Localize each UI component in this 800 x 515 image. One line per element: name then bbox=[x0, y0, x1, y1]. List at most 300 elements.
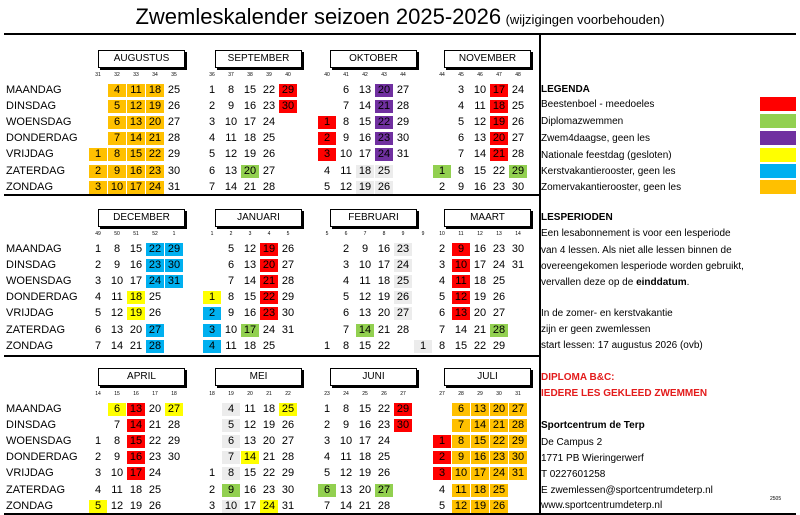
day-cell: 27 bbox=[262, 164, 276, 177]
day-cell: 13 bbox=[110, 323, 124, 336]
day-cell: 30 bbox=[394, 419, 412, 432]
day-cell: 6 bbox=[108, 403, 126, 416]
day-cell: 8 bbox=[452, 435, 470, 448]
day-label: DINSDAG bbox=[6, 100, 57, 113]
lesperioden-text bbox=[541, 277, 689, 288]
day-cell: 21 bbox=[375, 100, 393, 113]
day-cell: 17 bbox=[127, 181, 145, 194]
day-cell: 31 bbox=[167, 180, 181, 193]
day-cell: 30 bbox=[511, 243, 525, 255]
day-cell: 13 bbox=[127, 403, 145, 416]
day-cell: 26 bbox=[375, 181, 393, 194]
day-cell: 16 bbox=[243, 307, 257, 320]
week-number: 2 bbox=[229, 231, 233, 237]
vakantie-text: zijn er geen zwemlessen bbox=[541, 324, 651, 335]
week-number: 40 bbox=[324, 72, 330, 78]
day-cell: 20 bbox=[490, 132, 508, 145]
day-cell: 29 bbox=[509, 165, 527, 178]
day-cell: 23 bbox=[394, 243, 412, 256]
day-cell: 24 bbox=[146, 181, 164, 194]
week-number: 49 bbox=[95, 231, 101, 237]
day-cell: 24 bbox=[377, 435, 391, 448]
legend-swatch-purple bbox=[760, 131, 796, 145]
legend-title: LEGENDA bbox=[541, 84, 590, 95]
day-cell: 25 bbox=[262, 339, 276, 352]
day-cell: 24 bbox=[262, 323, 276, 336]
day-label: MAANDAG bbox=[6, 243, 62, 255]
day-cell: 16 bbox=[243, 483, 257, 496]
week-number: 37 bbox=[228, 72, 234, 78]
day-cell: 27 bbox=[281, 259, 295, 272]
day-cell: 17 bbox=[490, 84, 508, 97]
day-cell: 9 bbox=[108, 165, 126, 178]
day-label: ZONDAG bbox=[6, 180, 54, 193]
day-cell: 12 bbox=[110, 307, 124, 320]
day-cell: 15 bbox=[358, 116, 372, 129]
day-cell: 9 bbox=[113, 259, 121, 272]
day-cell: 7 bbox=[323, 499, 331, 512]
day-cell: 21 bbox=[473, 323, 487, 336]
week-number: 29 bbox=[477, 391, 483, 397]
week-number: 5 bbox=[286, 231, 290, 237]
day-cell: 18 bbox=[471, 484, 489, 497]
day-cell: 14 bbox=[471, 419, 489, 432]
day-cell: 7 bbox=[227, 275, 235, 288]
day-label: ZATERDAG bbox=[6, 164, 66, 177]
day-cell: 26 bbox=[281, 419, 295, 432]
week-number: 22 bbox=[285, 391, 291, 397]
day-cell: 5 bbox=[227, 243, 235, 255]
day-cell: 6 bbox=[452, 403, 470, 416]
legend-label: Diplomazwemmen bbox=[541, 116, 624, 127]
legend-swatch-yellow bbox=[760, 148, 796, 162]
week-number: 1 bbox=[172, 231, 176, 237]
day-cell: 15 bbox=[243, 291, 257, 304]
day-cell: 9 bbox=[452, 451, 470, 464]
day-cell: 10 bbox=[110, 467, 124, 480]
day-cell: 19 bbox=[471, 500, 489, 513]
week-number: 27 bbox=[439, 391, 445, 397]
day-cell: 1 bbox=[94, 435, 102, 448]
day-cell: 10 bbox=[222, 500, 240, 513]
day-cell: 12 bbox=[452, 291, 470, 304]
day-cell: 8 bbox=[108, 148, 126, 161]
title-main: Zwemleskalender seizoen 2025-2026 bbox=[135, 4, 502, 29]
day-cell: 31 bbox=[396, 148, 410, 161]
day-cell: 30 bbox=[165, 259, 183, 272]
contact-postcode: 1771 PB Wieringerwerf bbox=[541, 453, 644, 464]
week-number: 35 bbox=[171, 72, 177, 78]
day-label: MAANDAG bbox=[6, 403, 62, 415]
day-cell: 6 bbox=[342, 307, 350, 320]
week-number: 5 bbox=[325, 231, 329, 237]
day-label: DINSDAG bbox=[6, 259, 57, 272]
day-cell: 28 bbox=[281, 275, 295, 288]
day-cell: 5 bbox=[323, 180, 331, 193]
day-cell: 21 bbox=[490, 419, 508, 432]
day-cell: 18 bbox=[358, 451, 372, 464]
day-cell: 27 bbox=[396, 84, 410, 96]
day-cell: 19 bbox=[129, 499, 143, 512]
day-cell: 5 bbox=[323, 467, 331, 480]
day-cell: 13 bbox=[473, 132, 487, 145]
day-cell: 23 bbox=[377, 419, 391, 432]
day-cell: 11 bbox=[452, 275, 470, 288]
day-cell: 3 bbox=[438, 259, 446, 272]
day-cell: 5 bbox=[438, 291, 446, 304]
month-header: OKTOBER bbox=[330, 50, 417, 68]
day-cell: 20 bbox=[262, 435, 276, 448]
day-cell: 14 bbox=[473, 148, 487, 161]
diploma-note: IEDERE LES GEKLEED ZWEMMEN bbox=[541, 388, 708, 399]
day-cell: 8 bbox=[227, 84, 235, 96]
day-cell: 7 bbox=[94, 339, 102, 352]
day-cell: 31 bbox=[281, 499, 295, 512]
vakantie-text: In de zomer- en kerstvakantie bbox=[541, 308, 673, 319]
day-cell: 2 bbox=[323, 419, 331, 432]
day-cell: 13 bbox=[358, 84, 372, 96]
day-cell: 29 bbox=[279, 84, 297, 97]
day-cell: 22 bbox=[473, 339, 487, 352]
day-cell: 22 bbox=[146, 148, 164, 161]
week-number: 38 bbox=[247, 72, 253, 78]
week-number: 31 bbox=[95, 72, 101, 78]
day-cell: 12 bbox=[473, 116, 487, 129]
contact-address: De Campus 2 bbox=[541, 437, 603, 448]
day-cell: 5 bbox=[208, 148, 216, 161]
day-cell: 28 bbox=[167, 132, 181, 145]
day-cell: 14 bbox=[241, 451, 259, 464]
day-cell: 10 bbox=[452, 467, 470, 480]
title-subtitle: (wijzigingen voorbehouden) bbox=[505, 12, 665, 27]
week-number: 9 bbox=[401, 231, 405, 237]
day-cell: 4 bbox=[438, 275, 446, 288]
day-cell: 12 bbox=[110, 499, 124, 512]
day-cell: 30 bbox=[279, 100, 297, 113]
day-cell: 24 bbox=[394, 259, 412, 272]
day-cell: 15 bbox=[471, 435, 489, 448]
day-cell: 27 bbox=[146, 324, 164, 337]
day-cell: 4 bbox=[208, 132, 216, 145]
day-cell: 27 bbox=[492, 307, 506, 320]
day-cell: 4 bbox=[203, 340, 221, 353]
day-cell: 16 bbox=[473, 180, 487, 193]
week-number: 8 bbox=[382, 231, 386, 237]
day-cell: 28 bbox=[490, 324, 508, 337]
day-cell: 8 bbox=[342, 116, 350, 129]
day-cell: 3 bbox=[318, 148, 336, 161]
day-cell: 16 bbox=[127, 165, 145, 178]
day-cell: 24 bbox=[260, 500, 278, 513]
day-cell: 27 bbox=[375, 484, 393, 497]
day-cell: 22 bbox=[377, 403, 391, 415]
day-label: ZATERDAG bbox=[6, 323, 66, 336]
day-cell: 17 bbox=[129, 275, 143, 288]
day-cell: 30 bbox=[511, 180, 525, 193]
day-cell: 22 bbox=[262, 467, 276, 480]
day-label: VRIJDAG bbox=[6, 467, 54, 480]
month-header: MAART bbox=[444, 209, 531, 227]
week-number: 24 bbox=[343, 391, 349, 397]
day-cell: 23 bbox=[492, 180, 506, 193]
day-cell: 4 bbox=[438, 483, 446, 496]
day-cell: 7 bbox=[222, 451, 240, 464]
day-cell: 20 bbox=[148, 403, 162, 415]
day-cell: 10 bbox=[452, 259, 470, 272]
day-cell: 13 bbox=[224, 164, 238, 177]
week-number: 19 bbox=[228, 391, 234, 397]
day-cell: 11 bbox=[359, 275, 371, 288]
day-cell: 26 bbox=[167, 100, 181, 113]
day-cell: 13 bbox=[243, 259, 257, 272]
day-cell: 10 bbox=[358, 259, 372, 272]
day-cell: 12 bbox=[339, 180, 353, 193]
legend-swatch-green bbox=[760, 114, 796, 128]
day-cell: 13 bbox=[243, 435, 257, 448]
week-number: 46 bbox=[477, 72, 483, 78]
calendar-title bbox=[0, 4, 800, 30]
day-cell: 15 bbox=[129, 243, 143, 255]
day-cell: 12 bbox=[452, 500, 470, 513]
day-cell: 12 bbox=[224, 148, 238, 161]
day-cell: 23 bbox=[260, 307, 278, 320]
day-cell: 9 bbox=[342, 132, 350, 145]
day-cell: 11 bbox=[340, 451, 352, 464]
legend-swatch-blue bbox=[760, 164, 796, 178]
day-cell: 22 bbox=[490, 435, 508, 448]
day-cell: 21 bbox=[146, 132, 164, 145]
legend-label: Zwem4daagse, geen les bbox=[541, 133, 650, 144]
day-cell: 5 bbox=[342, 291, 350, 304]
day-cell: 5 bbox=[89, 500, 107, 513]
day-cell: 12 bbox=[243, 419, 257, 432]
day-cell: 30 bbox=[167, 451, 181, 464]
month-header: SEPTEMBER bbox=[215, 50, 302, 68]
day-cell: 31 bbox=[281, 323, 295, 336]
day-cell: 22 bbox=[260, 291, 278, 304]
day-cell: 3 bbox=[94, 275, 102, 288]
week-number: 42 bbox=[362, 72, 368, 78]
day-cell: 15 bbox=[243, 84, 257, 96]
day-cell: 14 bbox=[454, 323, 468, 336]
day-cell: 19 bbox=[146, 100, 164, 113]
day-cell: 2 bbox=[94, 259, 102, 272]
day-label: DONDERDAG bbox=[6, 132, 78, 145]
day-cell: 3 bbox=[203, 324, 221, 337]
week-number: 21 bbox=[266, 391, 272, 397]
day-cell: 19 bbox=[490, 116, 508, 129]
day-cell: 8 bbox=[438, 339, 446, 352]
day-cell: 11 bbox=[111, 483, 123, 496]
day-label: MAANDAG bbox=[6, 84, 62, 96]
day-cell: 31 bbox=[509, 467, 527, 480]
day-cell: 6 bbox=[94, 323, 102, 336]
day-cell: 9 bbox=[113, 451, 121, 464]
day-cell: 28 bbox=[146, 340, 164, 353]
day-cell: 7 bbox=[452, 419, 470, 432]
day-cell: 15 bbox=[473, 164, 487, 177]
day-label: WOENSDAG bbox=[6, 275, 72, 288]
day-cell: 28 bbox=[262, 180, 276, 193]
week-number: 1 bbox=[210, 231, 214, 237]
day-cell: 31 bbox=[165, 275, 183, 288]
day-cell: 26 bbox=[148, 307, 162, 320]
day-cell: 9 bbox=[452, 243, 470, 256]
day-cell: 6 bbox=[438, 307, 446, 320]
day-cell: 21 bbox=[358, 499, 372, 512]
day-cell: 27 bbox=[509, 403, 527, 416]
day-cell: 5 bbox=[438, 499, 446, 512]
day-cell: 20 bbox=[473, 307, 487, 320]
week-number: 41 bbox=[343, 72, 349, 78]
legend-label: Zomervakantierooster, geen les bbox=[541, 182, 682, 193]
day-cell: 12 bbox=[358, 291, 372, 304]
day-cell: 15 bbox=[454, 339, 468, 352]
day-cell: 12 bbox=[243, 243, 257, 255]
day-cell: 18 bbox=[146, 84, 164, 97]
day-label: VRIJDAG bbox=[6, 307, 54, 320]
day-cell: 20 bbox=[241, 165, 259, 178]
day-cell: 19 bbox=[358, 467, 372, 480]
month-header: DECEMBER bbox=[98, 209, 185, 227]
day-cell: 18 bbox=[262, 403, 276, 415]
day-cell: 31 bbox=[511, 259, 525, 272]
day-cell: 3 bbox=[208, 499, 216, 512]
row-divider bbox=[4, 194, 539, 196]
day-cell: 13 bbox=[471, 403, 489, 416]
day-cell: 21 bbox=[243, 180, 257, 193]
day-cell: 1 bbox=[208, 84, 216, 96]
day-cell: 9 bbox=[227, 307, 235, 320]
day-cell: 29 bbox=[281, 467, 295, 480]
week-number: 18 bbox=[171, 391, 177, 397]
day-cell: 19 bbox=[356, 181, 374, 194]
day-cell: 21 bbox=[490, 148, 508, 161]
day-label: DINSDAG bbox=[6, 419, 57, 432]
day-cell: 29 bbox=[396, 116, 410, 129]
day-cell: 20 bbox=[375, 84, 393, 97]
day-cell: 25 bbox=[167, 84, 181, 96]
day-cell: 19 bbox=[127, 307, 145, 320]
month-header: APRIL bbox=[98, 368, 185, 386]
day-cell: 23 bbox=[262, 100, 276, 113]
week-number: 7 bbox=[363, 231, 367, 237]
day-cell: 17 bbox=[358, 435, 372, 448]
day-cell: 4 bbox=[108, 84, 126, 97]
day-cell: 20 bbox=[260, 259, 278, 272]
day-cell: 29 bbox=[167, 435, 181, 448]
day-cell: 27 bbox=[394, 307, 412, 320]
week-number: 23 bbox=[324, 391, 330, 397]
week-number: 39 bbox=[266, 72, 272, 78]
lesperioden-title: LESPERIODEN bbox=[541, 212, 613, 223]
day-cell: 21 bbox=[377, 323, 391, 336]
day-cell: 30 bbox=[396, 132, 410, 145]
day-cell: 30 bbox=[281, 307, 295, 320]
week-number: 31 bbox=[515, 391, 521, 397]
day-cell: 26 bbox=[492, 291, 506, 304]
day-label: WOENSDAG bbox=[6, 435, 72, 448]
day-cell: 11 bbox=[127, 84, 145, 97]
day-cell: 23 bbox=[490, 451, 508, 464]
day-cell: 17 bbox=[377, 259, 391, 272]
day-cell: 18 bbox=[473, 275, 487, 288]
day-cell: 29 bbox=[394, 403, 412, 416]
day-cell: 14 bbox=[110, 339, 124, 352]
day-cell: 29 bbox=[492, 339, 506, 352]
day-cell: 23 bbox=[146, 165, 164, 178]
day-cell: 8 bbox=[113, 243, 121, 255]
day-cell: 11 bbox=[474, 100, 486, 113]
day-cell: 26 bbox=[490, 500, 508, 513]
day-cell: 29 bbox=[167, 148, 181, 161]
day-cell: 7 bbox=[113, 419, 121, 432]
week-number: 32 bbox=[114, 72, 120, 78]
day-cell: 21 bbox=[260, 275, 278, 288]
legend-label: Kerstvakantierooster, geen les bbox=[541, 166, 676, 177]
day-cell: 11 bbox=[225, 339, 237, 352]
day-cell: 20 bbox=[129, 323, 143, 336]
day-label: ZONDAG bbox=[6, 339, 54, 352]
day-cell: 18 bbox=[490, 100, 508, 113]
day-cell: 8 bbox=[342, 403, 350, 415]
day-cell: 9 bbox=[457, 180, 465, 193]
week-number: 33 bbox=[133, 72, 139, 78]
day-cell: 20 bbox=[490, 403, 508, 416]
day-cell: 8 bbox=[222, 467, 240, 480]
day-cell: 28 bbox=[509, 419, 527, 432]
day-cell: 18 bbox=[129, 483, 143, 496]
week-number: 11 bbox=[458, 231, 464, 237]
day-cell: 14 bbox=[339, 499, 353, 512]
day-cell: 2 bbox=[89, 165, 107, 178]
day-cell: 25 bbox=[511, 100, 525, 113]
row-divider bbox=[4, 355, 539, 357]
day-cell: 19 bbox=[243, 148, 257, 161]
day-cell: 11 bbox=[244, 403, 256, 415]
day-cell: 2 bbox=[433, 451, 451, 464]
day-cell: 2 bbox=[208, 100, 216, 113]
day-cell: 3 bbox=[94, 467, 102, 480]
day-cell: 8 bbox=[113, 435, 121, 448]
day-label: ZONDAG bbox=[6, 499, 54, 512]
day-cell: 2 bbox=[342, 243, 350, 255]
week-number: 47 bbox=[496, 72, 502, 78]
week-number: 44 bbox=[400, 72, 406, 78]
week-number: 40 bbox=[285, 72, 291, 78]
day-cell: 6 bbox=[342, 84, 350, 96]
day-cell: 24 bbox=[262, 116, 276, 129]
contact-email: E zwemlessen@sportcentrumdeterp.nl bbox=[541, 485, 713, 496]
day-cell: 10 bbox=[224, 116, 238, 129]
day-cell: 15 bbox=[358, 403, 372, 415]
day-cell: 17 bbox=[473, 259, 487, 272]
text-before: vervallen deze op de bbox=[541, 277, 637, 288]
day-cell: 21 bbox=[262, 451, 276, 464]
day-cell: 4 bbox=[94, 483, 102, 496]
week-number: 26 bbox=[381, 391, 387, 397]
day-cell: 14 bbox=[358, 100, 372, 113]
day-cell: 1 bbox=[433, 165, 451, 178]
day-cell: 8 bbox=[227, 291, 235, 304]
contact-name: Sportcentrum de Terp bbox=[541, 420, 645, 431]
day-cell: 19 bbox=[377, 291, 391, 304]
day-cell: 24 bbox=[148, 467, 162, 480]
day-cell: 7 bbox=[342, 100, 350, 113]
day-cell: 14 bbox=[127, 132, 145, 145]
day-cell: 26 bbox=[511, 116, 525, 129]
day-cell: 13 bbox=[339, 483, 353, 496]
